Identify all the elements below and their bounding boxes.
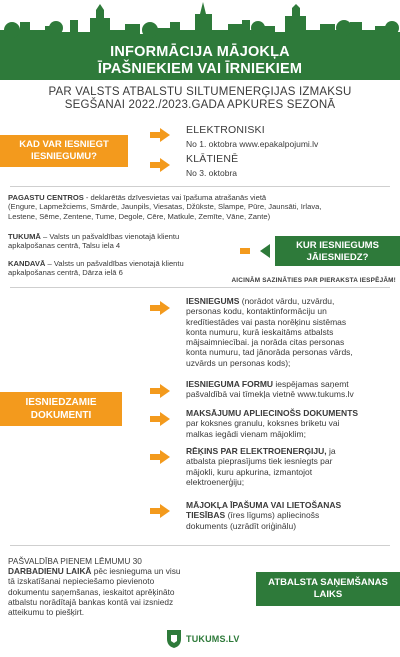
doc-item-form: IESNIEGUMA FORMU iespējamas saņemt pašvaldībā vai tīmekļa vietnē www.tukums.lv xyxy=(186,379,354,400)
doc-item-electricity-bill: RĒĶINS PAR ELEKTROENERĢIJU, ja atbalsta pieprasījums tiek iesniegts par mājokli, kuru apkurina, izmantojot elektroenerģiju; xyxy=(186,446,336,487)
support-time-line-1: ATBALSTA SAŅEMŠANAS xyxy=(268,577,388,588)
page-subtitle xyxy=(0,86,400,112)
arrow-right-icon xyxy=(160,384,170,398)
where-question-box xyxy=(275,236,400,266)
support-time-box xyxy=(256,572,400,606)
where-question-line-1: KUR IESNIEGUMS xyxy=(296,240,379,251)
when-question-box xyxy=(0,135,128,167)
section-divider xyxy=(10,186,390,187)
doc-item-payment-proof: MAKSĀJUMU APLIECINOŠS DOKUMENTS par koksnes granulu, koksnes briketu vai malkas iegādi vienam mājoklim; xyxy=(186,408,359,439)
parish-centres-text: PAGASTU CENTROS - deklarētās dzīvesvietas vai īpašuma atrašanās vietā (Engure, Lapmežciems, Smārde, Jaunpils, Viesatas, Džūkste, Slampe, Pūre, Jaunsāti, Irlava, Lestene, Sēme, Zentene, Tume, Degole, Cēre, Matkule, Zemīte, Vāne, Zante) xyxy=(8,193,398,221)
where-question-line-2: JĀIESNIEDZ? xyxy=(306,251,369,263)
arrow-right-icon xyxy=(160,158,170,172)
subtitle-line-1: PAR VALSTS ATBALSTU SILTUMENERĢIJAS IZMAKSU xyxy=(48,86,352,98)
arrow-right-icon xyxy=(160,450,170,464)
section-divider xyxy=(10,287,390,288)
when-question-line-1: KAD VAR IESNIEGT xyxy=(19,139,109,150)
title-line-1: INFORMĀCIJA MĀJOKĻA xyxy=(110,44,290,60)
arrow-left-icon xyxy=(260,244,270,258)
option-electronic-title: ELEKTRONISKI xyxy=(186,124,265,136)
arrow-right-icon xyxy=(160,412,170,426)
parish-list-line-2: Lestene, Sēme, Zentene, Tume, Degole, Cēre, Matkule, Zemīte, Vāne, Zante) xyxy=(8,211,271,221)
option-electronic-text: No 1. oktobra www.epakalpojumi.lv xyxy=(186,139,319,149)
parish-centres-head: PAGASTU CENTROS xyxy=(8,193,84,202)
support-time-line-2: LAIKS xyxy=(313,589,343,600)
subtitle-line-2: SEGŠANAI 2022./2023.GADA APKURES SEZONĀ xyxy=(64,99,336,111)
documents-box-line-1: IESNIEDZAMIE xyxy=(25,397,97,408)
doc-item-application: IESNIEGUMS (norādot vārdu, uzvārdu, personas kodu, kontaktinformāciju un kredītiestādes vai pasta norēķinu sistēmas konta numuru, kurā ieskaitāms atbalsts mājsaimniecībai. ja norāda citas personas konta numuru, tad jānorāda personas vārds, uzvārds un personas kods); xyxy=(186,296,353,368)
arrow-right-icon xyxy=(160,504,170,518)
arrow-right-icon xyxy=(160,301,170,315)
kandava-head: KANDAVĀ xyxy=(8,259,46,268)
when-question-line-2: IESNIEGUMU? xyxy=(31,151,97,162)
appointment-note: AICINĀM SAZINĀTIES PAR PIERAKSTA IESPĒJĀM! xyxy=(231,277,396,284)
doc-item-ownership: MĀJOKĻA ĪPAŠUMA VAI LIETOŠANAS TIESĪBAS (īres līgums) apliecinošs dokuments (uzrādīt oriģinālu) xyxy=(186,500,342,531)
tukums-crest-icon xyxy=(166,629,182,649)
tukums-head: TUKUMĀ xyxy=(8,232,41,241)
logo-text: TUKUMS.LV xyxy=(186,634,240,644)
title-line-2: ĪPAŠNIEKIEM VAI ĪRNIEKIEM xyxy=(97,61,303,77)
tukums-location-text: TUKUMĀ – Valsts un pašvaldības vienotajā klientu apkalpošanas centrā, Talsu iela 4 xyxy=(8,232,180,251)
parish-list-line-1: (Engure, Lapmežciems, Smārde, Jaunpils, Viesatas, Džūkste, Slampe, Pūre, Jaunsāti, Irlava, xyxy=(8,202,322,212)
section-divider xyxy=(10,545,390,546)
documents-box xyxy=(0,392,122,426)
option-in-person-title: KLĀTIENĒ xyxy=(186,153,239,165)
decision-time-text: PAŠVALDĪBA PIENEM LĒMUMU 30 DARBADIENU LAIKĀ pēc iesnieguma un visu tā izskatīšanai nepieciešamo pievienoto dokumentu saņemšanas, ieskaitot aprēķināto atbalstu norādītajā bankas kontā vai izsniedz atteikumu to piešķirt. xyxy=(8,556,181,618)
header-banner xyxy=(0,0,400,80)
tukums-logo xyxy=(166,628,240,650)
kandava-location-text: KANDAVĀ – Valsts un pašvaldības vienotajā klientu apkalpošanas centrā, Dārza ielā 6 xyxy=(8,259,184,278)
arrow-right-icon xyxy=(160,128,170,142)
documents-box-line-2: DOKUMENTI xyxy=(30,410,92,421)
page-title xyxy=(0,44,400,78)
option-in-person-text: No 3. oktobra xyxy=(186,168,238,178)
